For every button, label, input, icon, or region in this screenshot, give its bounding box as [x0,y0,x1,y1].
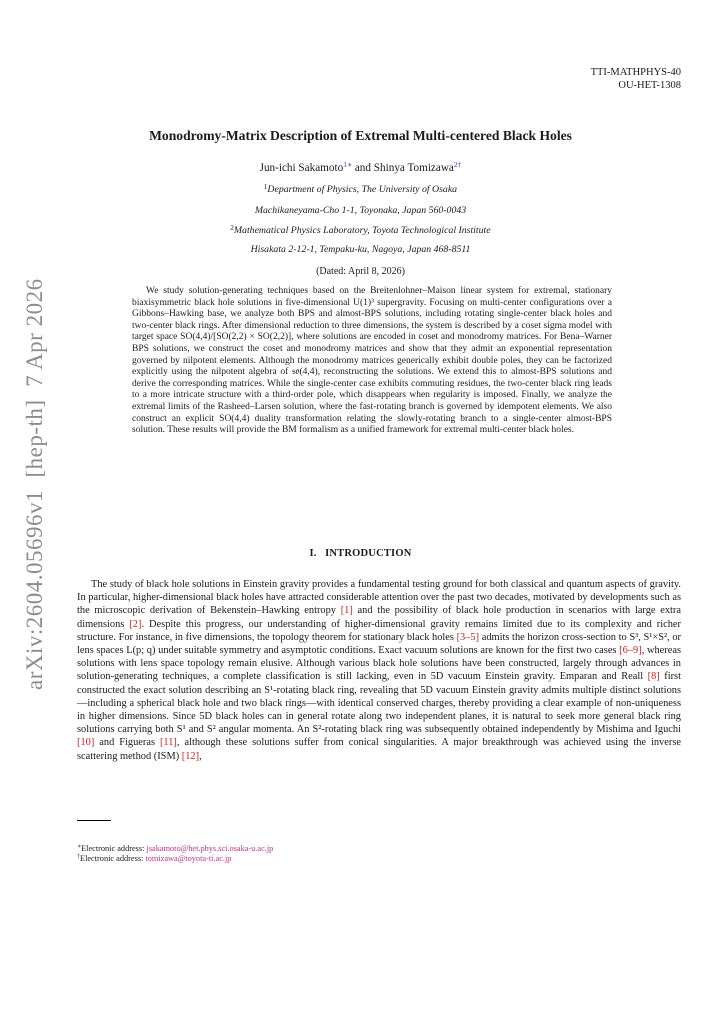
affiliation-1-institution: Department of Physics, The University of Osaka [267,184,458,195]
citation-link[interactable]: [3–5] [456,631,480,643]
footnote-1-email-link[interactable]: jsakamoto@het.phys.sci.osaka-u.ac.jp [146,844,274,853]
footnote-divider [77,820,111,821]
intro-text-8: , although these solutions suffer from conical singularities. A major breakthrough was achieved using the inverse scattering method (ISM) [77,737,681,762]
footnote-1-mark: ∗ [77,844,82,850]
intro-text-4: admits the horizon cross-section to S³, S¹×S², or lens spaces L(p; q) under suitable symmetry and asymptotic conditions. Exact vacuum solutions are known for the first two cases [77,631,681,657]
intro-text-3: . Despite this progress, our understanding of higher-dimensional gravity remains limited due to its complexity and richer structure. For instance, in five dimensions, the topology theorem for stationary black holes [77,618,681,643]
affiliation-2-number: 2 [230,224,234,232]
paper-title: Monodromy-Matrix Description of Extremal Multi-centered Black Holes [149,128,572,143]
intro-text-6: first constructed the exact solution describing an S¹-rotating black ring, revealing that 5D vacuum Einstein gravity admits multiple distinct solutions—including a spherical black hole and two black rings—with identical conserved charges, thereby providing a clear example of non-uniqueness in higher dimensions. Since 5D black holes can in general rotate along two independent planes, it is natural to seek more general black ring solutions carrying both S¹ and S² angular momenta. An S²-rotating black ring was subsequently obtained independently by Mishima and Iguchi [77,671,681,736]
footnote-1 [77,843,273,853]
date-line: (Dated: April 8, 2026) [316,266,405,277]
citation-link[interactable]: [11] [159,737,177,749]
affiliation-2-institution: Mathematical Physics Laboratory, Toyota Technological Institute [233,225,491,236]
affiliation-2-line-1 [0,224,721,236]
author-list [0,160,721,174]
intro-text-1: The study of black hole solutions in Einstein gravity provides a fundamental testing ground for both classical and quantum aspects of gravity. In particular, higher-dimensional black holes have attracted considerable attention over the past two decades, motivated by developments such as the microscopic derivation of Bekenstein–Hawking entropy [77,579,681,617]
intro-text-2: and the possibility of black hole production in scenarios with large extra dimensions [77,605,681,630]
author-1-marks[interactable]: 1∗ [343,160,353,169]
section-heading-introduction: I. INTRODUCTION [309,548,412,559]
citation-link[interactable]: [1] [340,605,353,617]
affiliation-1-number: 1 [263,183,268,191]
citation-link[interactable]: [10] [77,737,95,749]
citation-link[interactable]: [6–9] [619,645,642,657]
intro-text-9: , [199,750,202,762]
citation-link[interactable]: [8] [647,671,660,683]
footnote-2-mark: † [77,854,80,860]
author-2-name: Shinya Tomizawa [373,162,454,174]
affiliation-2-address: Hisakata 2-12-1, Tempaku-ku, Nagoya, Japan 468-8511 [250,244,471,255]
author-2-marks[interactable]: 2† [453,160,462,169]
author-conjunction: and [354,162,371,174]
report-number-1: TTI-MATHPHYS-40 [590,67,681,78]
citation-link[interactable]: [12] [181,750,200,762]
footnote-1-label: Electronic address: [81,844,147,853]
intro-text-7: and Figueras [94,737,160,749]
footnote-2-label: Electronic address: [80,854,146,863]
introduction-paragraph [77,578,681,763]
report-numbers [591,66,681,92]
footnote-2 [77,854,231,863]
footnote-2-email-link[interactable]: tomizawa@toyota-ti.ac.jp [145,854,232,863]
citation-link[interactable]: [2] [129,618,142,630]
report-number-2: OU-HET-1308 [618,80,681,91]
abstract: We study solution-generating techniques based on the Breitenlohner–Maison linear system for extremal, stationary biaxisymmetric black hole solutions in five-dimensional U(1)³ supergravity. Focusing on multi-center configurations over a Gibbons–Hawking base, we analyze both BPS and almost-BPS solutions, including rotating single-center black holes and two-center black rings. After dimensional reduction to three dimensions, the system is described by a coset sigma model with target space SO(4,4)/[SO(2,2) × SO(2,2)], where solutions are encoded in coset and monodromy matrices. For Bena–Warner BPS solutions, we construct the coset and monodromy matrices and show that they admit an exponential representation governed by nilpotent elements. Although the monodromy matrices generically exhibit double poles, they can be factorized explicitly using the nilpotent algebra of 𝔰𝔬(4,4), reconstructing the solutions. We extend this to almost-BPS solutions and derive the corresponding matrices. While the single-center case exhibits commuting residues, the two-center black ring leads to a more intricate structure with a third-order pole, which disappears when regularity is imposed. Finally, we analyze the extremal limits of the Rasheed–Larsen solution, where the fast-rotating branch is governed by idempotent elements. We also construct an explicit SO(4,4) duality transformation relating the slowly-rotating branch to a single-center almost-BPS solution. These results will provide the BM formalism as a unified framework for extremal multi-center black holes. [132,286,612,436]
affiliation-1-line-1 [0,183,721,195]
arxiv-identifier-stamp: arXiv:2604.05696v1 [hep-th] 7 Apr 2026 [22,278,47,690]
affiliation-1-address: Machikaneyama-Cho 1-1, Toyonaka, Japan 560-0043 [254,205,467,216]
author-1-name: Jun-ichi Sakamoto [259,162,344,174]
intro-text-5: , whereas solutions with lens space topology remain elusive. Although various black hole solutions have been constructed, largely through advances in solution-generating techniques, a complete classification is still lacking, even in 5D vacuum Einstein gravity. Emparan and Reall [77,645,682,683]
